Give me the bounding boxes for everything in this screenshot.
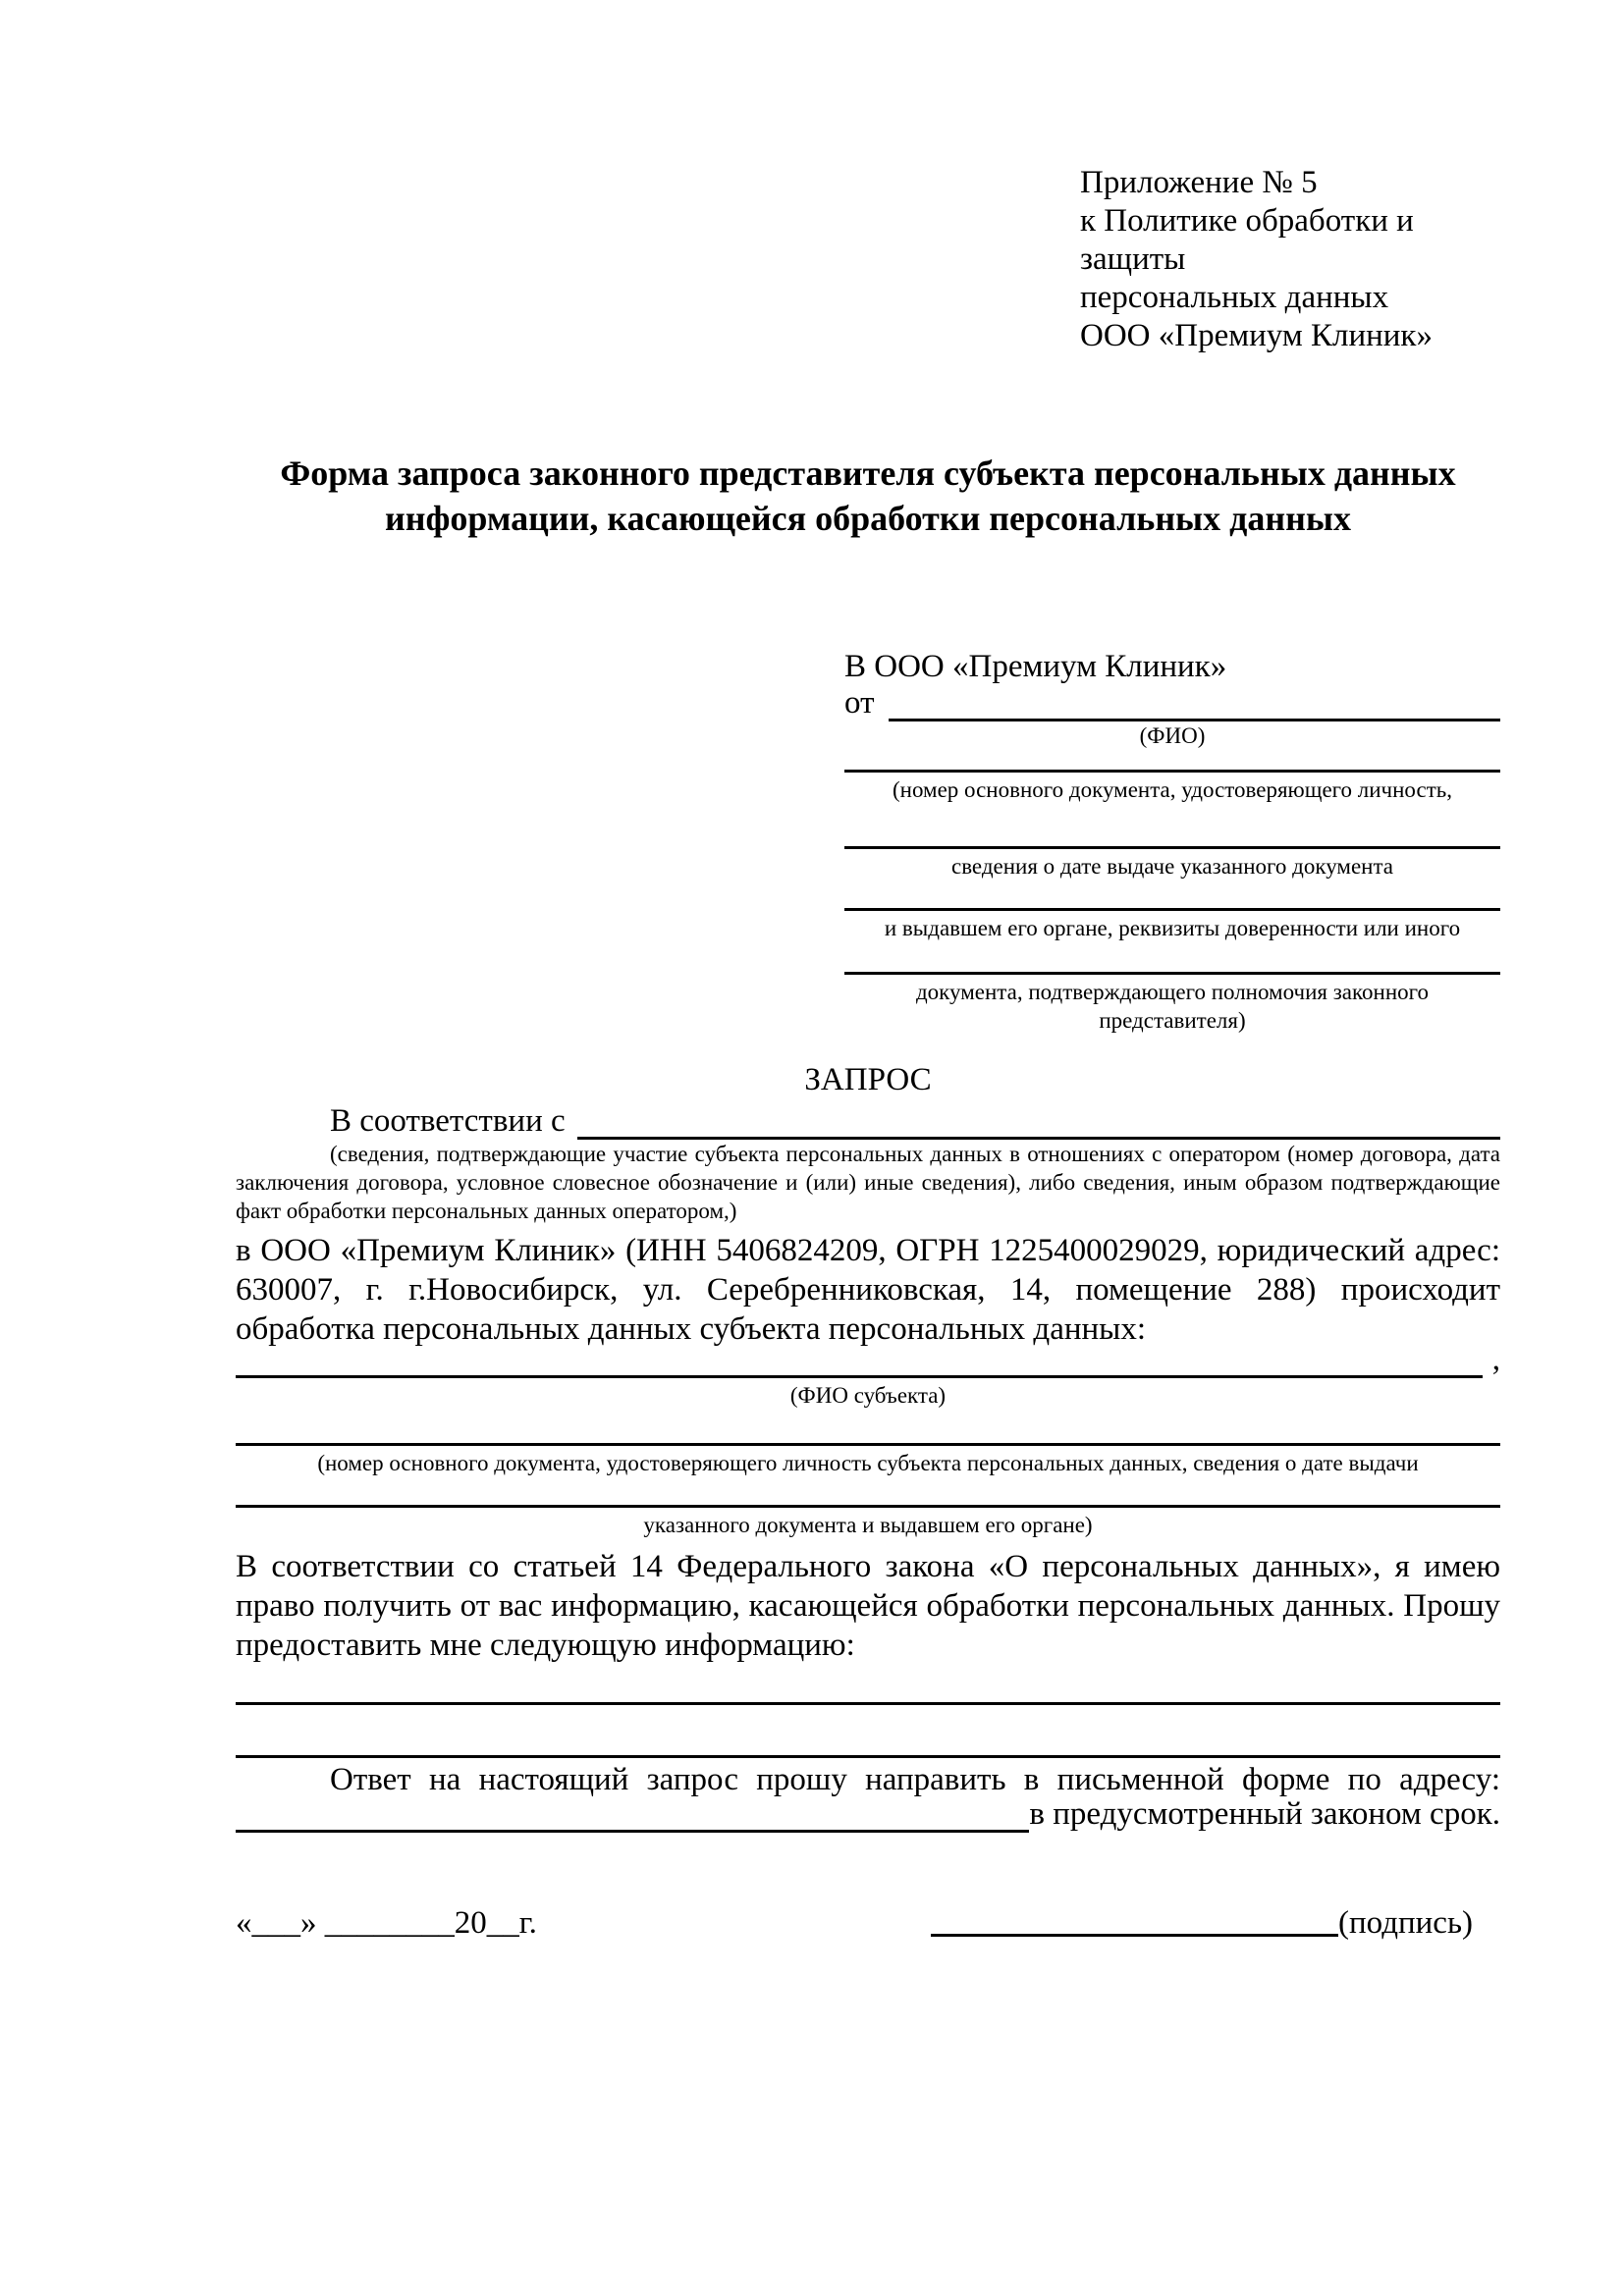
intro-prefix: В соответствии с (330, 1103, 566, 1139)
blank-line-subject-document[interactable] (236, 1443, 1500, 1446)
answer-sentence: Ответ на настоящий запрос прошу направить в письменной форме по адресу: (330, 1762, 1500, 1797)
signature-blank-line[interactable] (931, 1934, 1338, 1937)
blank-field-subject-document-authority (236, 1505, 1500, 1539)
blank-field-issue-date (844, 846, 1500, 881)
blank-caption: (номер основного документа, удостоверяющего личность, (892, 777, 1452, 802)
date-line: «___» ________20__г. (236, 1905, 537, 1941)
addressee-organization: В ООО «Премиум Клиник» (844, 649, 1227, 684)
intro-caption: (сведения, подтверждающие участие субъекта персональных данных в отношениях с оператором (номер договора, дата заключения договора, условное словесное обозначение и (или) иные сведения), либо сведения, иным образом подтверждающие факт обработки персональных данных оператором,) (236, 1142, 1500, 1223)
blank-caption: сведения о дате выдаче указанного документа (950, 854, 1394, 879)
subject-fio-blank-line[interactable] (236, 1375, 1483, 1378)
answer-suffix: в предусмотренный законом срок. (1029, 1796, 1500, 1832)
information-blank-line-2[interactable] (236, 1755, 1500, 1758)
blank-line-issuing-authority[interactable] (844, 908, 1500, 911)
blank-line-authority-document[interactable] (844, 972, 1500, 975)
annex-line: к Политике обработки и защиты (1080, 203, 1414, 277)
information-blank-line-1[interactable] (236, 1702, 1500, 1705)
subject-fio-row (236, 1342, 1500, 1378)
blank-line-subject-document-authority[interactable] (236, 1505, 1500, 1508)
date-signature-row (236, 1903, 1500, 1943)
annex-line: ООО «Премиум Клиник» (1080, 318, 1433, 353)
blank-caption: (номер основного документа, удостоверяющего личность субъекта персональных данных, сведения о дате выдачи (317, 1451, 1419, 1475)
address-blank-line[interactable] (236, 1830, 1029, 1833)
annex-block (1080, 164, 1500, 355)
blank-line-document-number[interactable] (844, 770, 1500, 773)
fio-caption: (ФИО) (1139, 723, 1206, 748)
blank-field-issuing-authority (844, 908, 1500, 942)
signature-group (931, 1903, 1473, 1943)
blank-caption: и выдавшем его органе, реквизиты доверенности или иного (884, 916, 1461, 940)
blank-line-issue-date[interactable] (844, 846, 1500, 849)
blank-field-document-number (844, 770, 1500, 804)
page-title: Форма запроса законного представителя субъекта персональных данных информации, касающейся обработки персональных данных (280, 454, 1456, 538)
operator-paragraph: в ООО «Премиум Клиник» (ИНН 5406824209, ОГРН 1225400029029, юридический адрес: 630007, г. г.Новосибирск, ул. Серебренниковская, 14, помещение 288) происходит обработка персональных данных субъекта персональных данных: (236, 1233, 1500, 1347)
law-paragraph: В соответствии со статьей 14 Федерального закона «О персональных данных», я имею право получить от вас информацию, касающейся обработки персональных данных. Прошу предоставить мне следующую информацию: (236, 1549, 1500, 1663)
addressee-block (844, 647, 1500, 1035)
signature-caption: (подпись) (1338, 1905, 1473, 1941)
blank-caption: документа, подтверждающего полномочия законного представителя) (915, 980, 1429, 1033)
from-label: от (844, 685, 875, 721)
blank-caption: указанного документа и выдавшем его органе) (643, 1513, 1093, 1537)
annex-line: Приложение № 5 (1080, 165, 1318, 200)
blank-field-subject-document (236, 1443, 1500, 1477)
answer-address-row (236, 1796, 1500, 1833)
intro-row (236, 1102, 1500, 1140)
annex-line: персональных данных (1080, 280, 1389, 315)
request-heading: ЗАПРОС (804, 1062, 932, 1097)
subject-fio-caption: (ФИО субъекта) (789, 1383, 947, 1408)
subject-fio-comma: , (1491, 1342, 1500, 1377)
from-row (844, 685, 1500, 721)
blank-field-authority-document (844, 972, 1500, 1035)
